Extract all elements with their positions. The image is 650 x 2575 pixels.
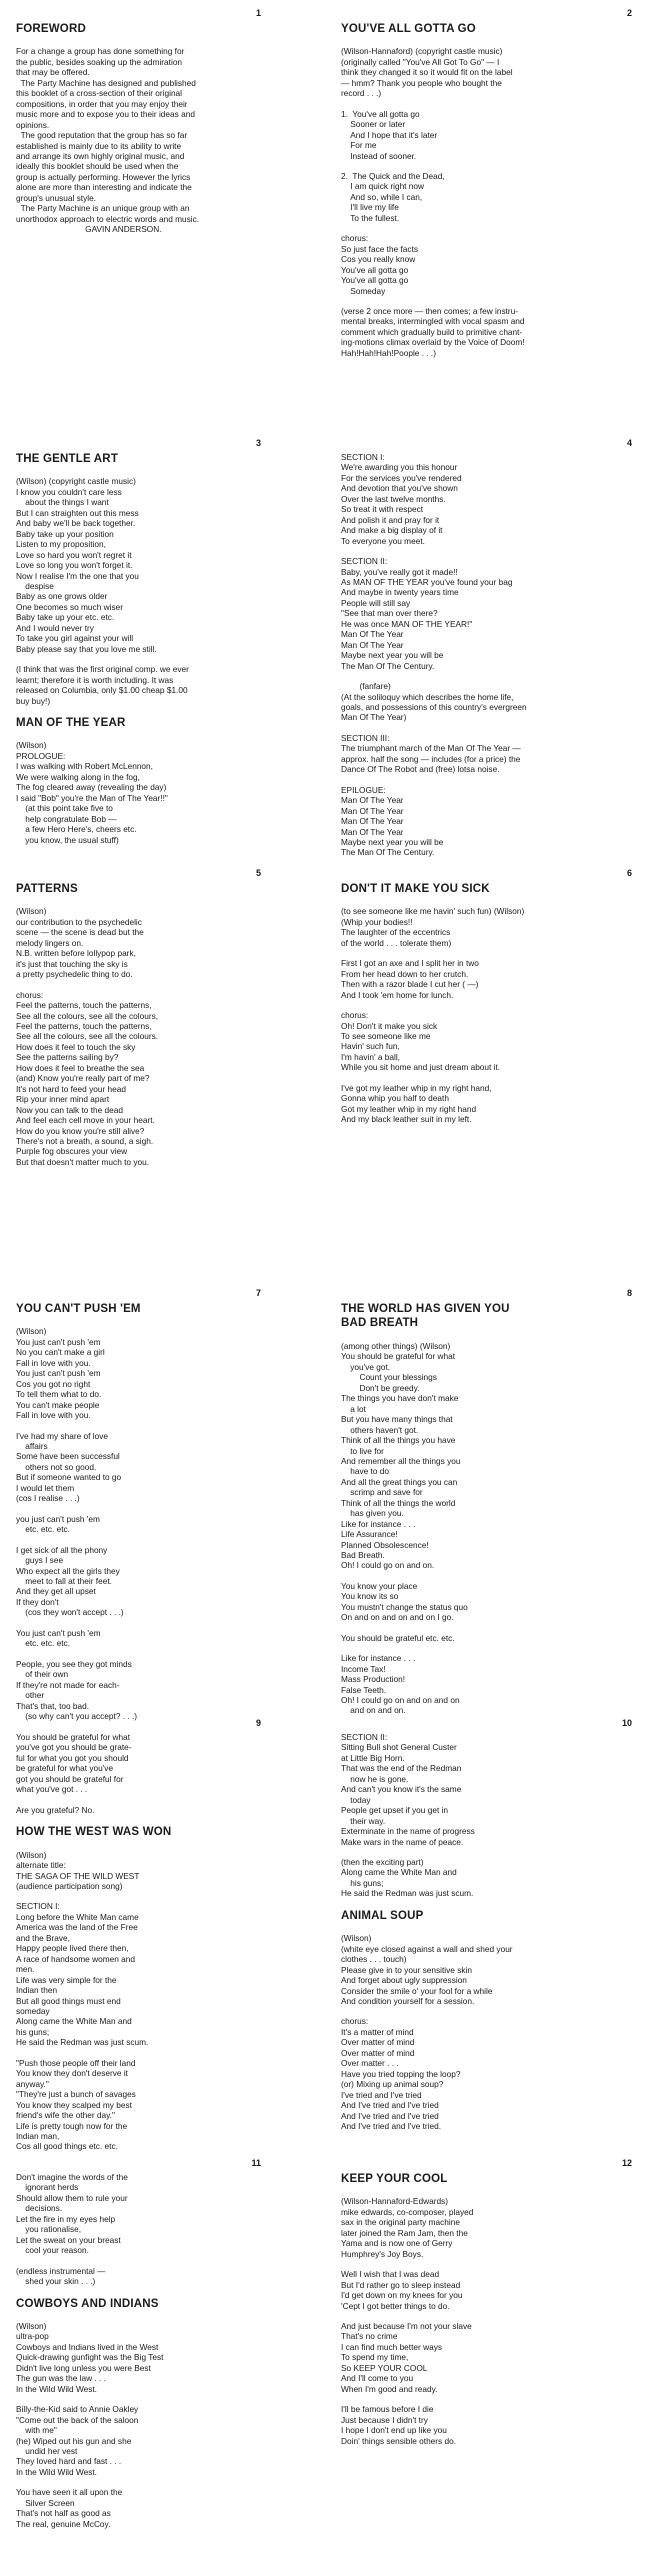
lyric-block: I'll be famous before I die Just because I didn't try I hope I don't end up like you Doin' things sensible others do.	[341, 2404, 457, 2446]
lyric-block: SECTION III: The triumphant march of the Man Of The Year — approx. half the song — includes (for a price) the Dance Of The Robot and (free) lotsa noise.	[341, 732, 521, 775]
page-number: 10	[621, 1718, 632, 1728]
song-title: PATTERNS	[16, 883, 78, 895]
booklet-page	[0, 1280, 325, 1721]
lyric-block: (Wilson-Hannaford) (copyright castle music) (originally called "You've All Got To Go" — I think they changed it so it would fit on the label — hmm? Thank you people who bought the record . . .)	[341, 46, 513, 99]
lyric-block: (Wilson) You just can't push 'em No you can't make a girl Fall in love with you. You just can't push 'em Cos you got no right To tell them what to do. You can't make people Fall in love with you.	[16, 1326, 105, 1421]
song-title: THE GENTLE ART	[16, 453, 119, 465]
page-number: 9	[255, 1718, 261, 1728]
lyric-block: SECTION II: Baby, you've really got it made!! As MAN OF THE YEAR you've found your bag And maybe in twenty years time People will still say "See that man over there? He was once MAN OF THE YEAR!" Man Of The Year Man Of The Year Maybe next year you will be The Man Of The Century.	[341, 556, 513, 671]
lyric-block: People, you see they got minds of their own If they're not made for each- other That's that, too bad. (so why can't you accept? . . .)	[16, 1658, 138, 1721]
lyric-block: You should be grateful etc. etc.	[341, 1632, 455, 1643]
lyric-block: I've had my share of love affairs Some have been successful others not so good. But if someone wanted to go I would let them (cos I realise . . .)	[16, 1430, 122, 1504]
page-number: 8	[626, 1288, 632, 1298]
lyric-block: Well I wish that I was dead But I'd rather go to sleep instead I'd get down on my knees for you 'Cept I got better things to do.	[341, 2269, 463, 2311]
lyric-block: You just can't push 'em etc. etc. etc.	[16, 1627, 101, 1649]
lyric-block: 2. The Quick and the Dead, I am quick right now And so, while I can, I'll live my life To the fullest.	[341, 171, 445, 223]
song-title: MAN OF THE YEAR	[16, 717, 126, 729]
song-title: HOW THE WEST WAS WON	[16, 1826, 172, 1839]
lyric-block: SECTION II: Sitting Bull shot General Custer at Little Big Horn. That was the end of the Redman now he is gone. And can't you know it's the same today People get upset if you get in their way. Exterminate in the name of progress Make wars in the name of peace.	[341, 1732, 475, 1847]
booklet-page	[0, 430, 325, 860]
lyric-block: You have seen it all upon the Silver Screen That's not half as good as The real, genuine McCoy.	[16, 2487, 123, 2529]
lyric-block: And just because I'm not your slave That's no crime I can find much better ways To spend my time, So KEEP YOUR COOL And I'll come to you When I'm good and ready.	[341, 2321, 472, 2394]
lyric-block: Don't imagine the words of the ignorant herds Should allow them to rule your decisions. Let the fire in my eyes help you rationalise, Let the sweat on your breast cool your reason.	[16, 2172, 128, 2256]
song-title: COWBOYS AND INDIANS	[16, 2297, 159, 2310]
lyric-block: I get sick of all the phony guys I see Who expect all the girls they meet to fall at their feet. And they get all upset If they don't (cos they won't accept . . .)	[16, 1544, 124, 1618]
lyric-block: (Wilson) alternate title: THE SAGA OF THE WILD WEST (audience participation song)	[16, 1849, 140, 1892]
page-number: 3	[255, 438, 261, 448]
booklet-page	[0, 1710, 325, 2150]
booklet-page	[325, 860, 650, 1280]
lyric-block: (Wilson) (white eye closed against a wall and shed your clothes . . . touch) Please give in to your sensitive skin And forget about ugly suppression Consider the smile o' your fool for a while And condition yourself for a session.	[341, 1933, 513, 2006]
lyric-block: For a change a group has done something for the public, besides soaking up the admiration that may be offered. The Party Machine has designed and published this booklet of a cross-section of their original compositions, in order that you may enjoy their music more and to expose you to their ideas and opinions. The good reputation that the group has so far established is mainly due to its ability to write and arrange its own highly original music, and ideally this booklet should be used when the group is actually performing. However the lyrics alone are more than interesting and indicate the group's unusual style. The Party Machine is an unique group with an unorthodox approach to electric words and music. GAVIN ANDERSON.	[16, 46, 200, 235]
song-title: FOREWORD	[16, 23, 86, 35]
lyric-block: Like for instance . . . Income Tax! Mass Production! False Teeth. Oh! I could go on and on and on and on and on.	[341, 1653, 460, 1716]
lyric-block: I've got my leather whip in my right hand, Gonna whip you half to death Got my leather whip in my right hand And my black leather suit in my left.	[341, 1082, 492, 1125]
lyric-block: SECTION I: We're awarding you this honour For the services you've rendered And devotion that you've shown Over the last twelve months. So treat it with respect And polish it and pray for it And make a big display of it To everyone you meet.	[341, 452, 462, 546]
booklet-page	[0, 860, 325, 1280]
page-number: 1	[255, 8, 261, 18]
lyric-block: "Push those people off their land You know they don't deserve it anyway." "They're just a bunch of savages You know they scalped my best friend's wife the other day." Life is pretty tough now for the Indian man, Cos all good things etc. etc.	[16, 2057, 136, 2152]
lyric-block: chorus: It's a matter of mind Over matter of mind Over matter of mind Over matter . . . Have you tried topping the loop? (or) Mixing up animal soup? I've tried and I've tried And I've tried and I've tried And I've tried and I've tried And I've tried and I've tried.	[341, 2016, 461, 2131]
lyric-block: (Wilson) (copyright castle music) I know you couldn't care less about the things I want But I can straighten out this mess And baby we'll be back together. Baby take up your position Listen to my proposition, Love so hard you won't regret it Love so long you won't forget it. Now I realise I'm the one that you despise Baby as one grows older One becomes so much wiser Baby take up your etc. etc. And I would never try To take you girl against your will Baby please say that you love me still.	[16, 476, 157, 654]
lyric-block: (I think that was the first original comp. we ever learnt; therefore it is worth including. It was released on Columbia, only $1.00 cheap $1.00 buy buy!)	[16, 664, 189, 706]
lyric-block: chorus: Feel the patterns, touch the patterns, See all the colours, see all the colours, Feel the patterns, touch the patterns, See all the colours, see all the colours. How does it feel to touch the sky See the patterns sailing by? How does it feel to breathe the sea (and) Know you're really part of me? It's not hard to feed your head Rip your inner mind apart Now you can talk to the dead And feel each cell move in your heart. How do you know you're still alive? There's not a breath, a sound, a sigh. Purple fog obscures your view But that doesn't matter much to you.	[16, 989, 159, 1167]
song-title: KEEP YOUR COOL	[341, 2173, 448, 2185]
lyric-block: 1. You've all gotta go Sooner or later And I hope that it's later For me Instead of sooner.	[341, 108, 438, 161]
lyric-block: (among other things) (Wilson) You should be grateful for what you've got. Count your blessings Don't be greedy. The things you have don't make a lot But you have many things that others haven't got. Think of all the things you have to live for And remember all the things you have to do And all the great things you can scrimp and save for Think of all the things the world has given you. Like for instance . . . Life Assurance! Planned Obsolescence! Bad Breath. Oh! I could go on and on.	[341, 1340, 461, 1571]
lyric-block: (Wilson-Hannaford-Edwards) mike edwards, co-composer, played sax in the original party machine later joined the Ram Jam, then the Yama and is now one of Gerry Humphrey's Joy Boys.	[341, 2196, 474, 2259]
lyric-block: (Wilson) our contribution to the psychedelic scene — the scene is dead but the melody lingers on. N.B. written before lollypop park, it's just that touching the sky is a pretty psychedelic thing to do.	[16, 906, 144, 980]
song-title: YOU CAN'T PUSH 'EM	[16, 1303, 141, 1315]
page-number: 7	[255, 1288, 261, 1298]
lyric-block: First I got an axe and I split her in two From her head down to her crutch. Then with a razor blade I cut her ( —) And I took 'em home for lunch.	[341, 958, 479, 1000]
page-number: 5	[255, 868, 261, 878]
song-title: ANIMAL SOUP	[341, 1909, 424, 1922]
page-number: 2	[626, 8, 632, 18]
page-number: 4	[626, 438, 632, 448]
lyric-block: (to see someone like me havin' such fun) (Wilson) (Whip your bodies!! The laughter of the eccentrics of the world . . . tolerate them)	[341, 906, 525, 948]
page-number: 6	[626, 868, 632, 878]
lyric-block: (Wilson) ultra-pop Cowboys and Indians lived in the West Quick-drawing gunfight was the Big Test Didn't live long unless you were Best The gun was the law . . . In the Wild Wild West.	[16, 2321, 164, 2394]
lyric-block: chorus: So just face the facts Cos you really know You've all gotta go You've all gotta go Someday	[341, 233, 419, 296]
booklet-page	[325, 1710, 650, 2150]
song-title: YOU'VE ALL GOTTA GO	[341, 23, 476, 35]
lyric-block: (verse 2 once more — then comes; a few instru- mental breaks, intermingled with vocal spasm and comment which gradually build to primitive chant- ing-motions climax overlaid by the Voice of Doom! Hah!Hah!Hah!Poople . . .)	[341, 306, 525, 358]
lyric-block: Billy-the-Kid said to Annie Oakley "Come out the back of the saloon with me" (he) Wiped out his gun and she undid her vest They loved hard and fast . . . In the Wild Wild West.	[16, 2404, 139, 2477]
lyric-block: Are you grateful? No.	[16, 1804, 95, 1815]
booklet-page	[325, 430, 650, 860]
song-title: THE WORLD HAS GIVEN YOU BAD BREATH	[341, 1303, 510, 1330]
lyric-block: (fanfare) (At the soliloquy which describes the home life, goals, and possessions of this country's evergreen Man Of The Year)	[341, 681, 527, 723]
booklet-page	[0, 0, 325, 430]
booklet-page	[325, 2150, 650, 2575]
lyric-block: chorus: Oh! Don't it make you sick To see someone like me Havin' such fun, I'm havin' a ball, While you sit home and just dream about it.	[341, 1010, 501, 1073]
song-title: DON'T IT MAKE YOU SICK	[341, 883, 490, 895]
lyric-block: You should be grateful for what you've got you should be grate- ful for what you got you should be grateful for what you've got you should be grateful for what you've got . . .	[16, 1732, 132, 1795]
page-number: 12	[621, 2158, 632, 2168]
lyric-block: EPILOGUE: Man Of The Year Man Of The Year Man Of The Year Man Of The Year Maybe next year you will be The Man Of The Century.	[341, 784, 444, 858]
lyric-block: you just can't push 'em etc. etc. etc.	[16, 1513, 100, 1535]
booklet-page	[325, 0, 650, 430]
page-number: 11	[251, 2158, 261, 2168]
lyric-block: (endless instrumental — shed your skin . . .)	[16, 2265, 106, 2287]
lyric-block: SECTION I: Long before the White Man came America was the land of the Free and the Brave, Happy people lived there then, A race of handsome women and men. Life was very simple for the Indian then But all good things must end someday Along came the White Man and his guns; He said the Redman was just scum.	[16, 1901, 149, 2048]
lyric-block: You know your place You know its so You mustn't change the status quo On and on and on and on I go.	[341, 1580, 468, 1623]
booklet-page	[325, 1280, 650, 1716]
booklet-page	[0, 2150, 325, 2575]
lyric-block: (then the exciting part) Along came the White Man and his guns; He said the Redman was just scum.	[341, 1856, 474, 1899]
lyric-block: (Wilson) PROLOGUE: I was walking with Robert McLennon, We were walking along in the fog, The fog cleared away (revealing the day) I said "Bob" you're the Man of The Year!!" (at this point take five to help congratulate Bob — a few Hero Here's, cheers etc. you know, the usual stuff)	[16, 740, 168, 845]
